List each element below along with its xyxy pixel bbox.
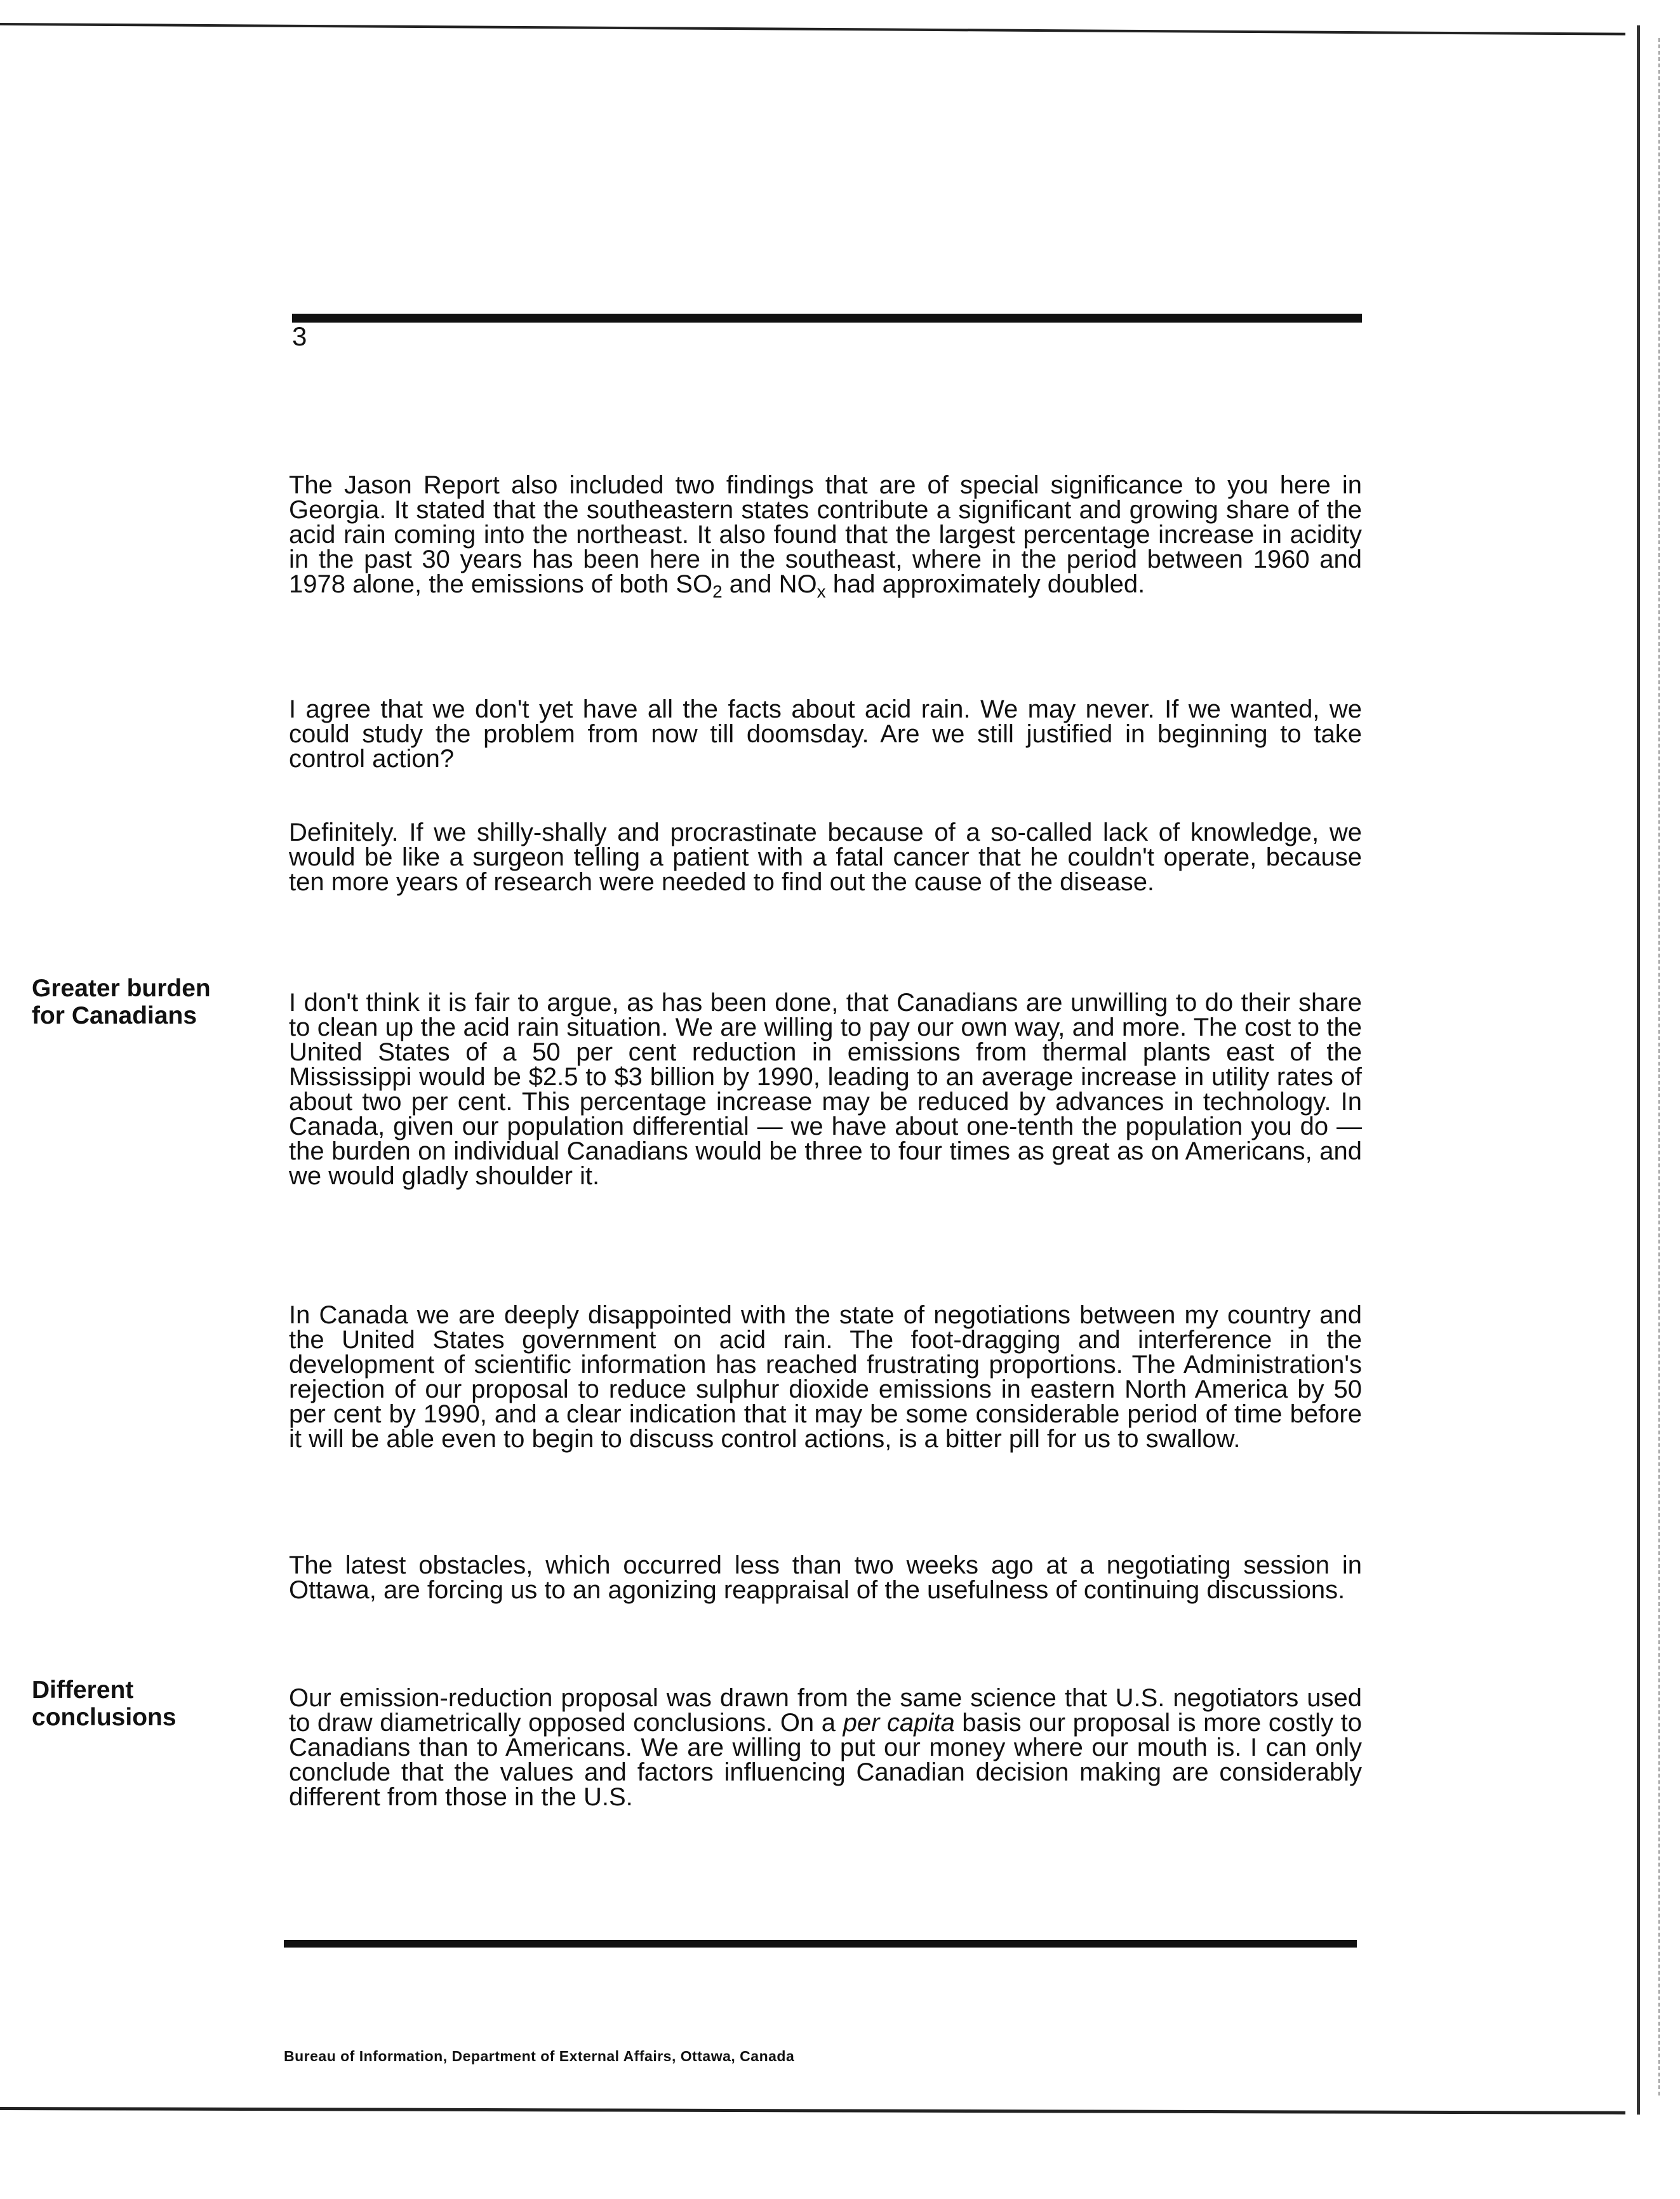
paragraph-text: Our emission-reduction proposal was drawn from the same science that U.S. negotiators used to draw diametrically opposed conclusions. On a [289,1684,1362,1737]
scan-edge-top [0,23,1625,36]
side-heading-line: conclusions [32,1704,177,1731]
side-heading-greater-burden [32,975,241,1029]
paragraph-negotiations: In Canada we are deeply disappointed with the state of negotiations between my country and the United States government on acid rain. The foot-dragging and interference in the development of scientific information has reached frustrating proportions. The Administration's rejection of our proposal to reduce sulphur dioxide emissions in eastern North America by 50 per cent by 1990, and a clear indication that it may be some considerable period of time before it will be able even to begin to discuss control actions, is a bitter pill for us to swallow. [289,1301,1362,1453]
paragraph-text: had approximately doubled. [825,570,1145,598]
side-heading-line: for Canadians [32,1002,197,1029]
paragraph-facts: I agree that we don't yet have all the facts about acid rain. We may never. If we wanted, we could study the problem from now till doomsday. Are we still justified in beginning to take control action? [289,695,1362,773]
page-number: 3 [292,321,307,351]
paragraph-jason-report [289,471,1362,601]
subscript: 2 [712,582,723,601]
paragraph-text: basis our proposal is more costly to Canadians than to Americans. We are willing to put our money where our mouth is. I can only conclude that the values and factors influencing Canadian decision making are considerably different from those in the U.S. [289,1709,1363,1811]
side-heading-line: Greater burden [32,975,211,1002]
scan-edge-right [1637,25,1640,2115]
subscript: x [817,582,826,601]
paragraph-burden: I don't think it is fair to argue, as has been done, that Canadians are unwilling to do their share to clean up the acid rain situation. We are willing to pay our own way, and more. The cost to the United States of a 50 per cent reduction in emissions from thermal plants east of the Mississippi would be $2.5 to $3 billion by 1990, leading to an average increase in utility rates of about two per cent. This percentage increase may be reduced by advances in technology. In Canada, given our population differential — we have about one-tenth the population you do — the burden on individual Canadians would be three to four times as great as on Americans, and we would gladly shoulder it. [289,989,1362,1190]
scan-edge-bottom [0,2107,1625,2115]
side-heading-line: Different [32,1676,134,1704]
side-heading-different-conclusions [32,1676,241,1731]
paragraph-obstacles: The latest obstacles, which occurred less than two weeks ago at a negotiating session in Ottawa, are forcing us to an agonizing reappraisal of the usefulness of continuing discussions. [289,1551,1362,1604]
italic-text: per capita [843,1709,955,1737]
scan-edge-right-shadow [1658,38,1660,2095]
header-rule [292,314,1362,323]
paragraph-definitely: Definitely. If we shilly-shally and procrastinate because of a so-called lack of knowledge, we would be like a surgeon telling a patient with a fatal cancer that he couldn't operate, because ten more years of research were needed to find out the cause of the disease. [289,819,1362,896]
footer-credit: Bureau of Information, Department of External Affairs, Ottawa, Canada [284,2048,795,2064]
footer-rule [284,1940,1357,1948]
paragraph-text: and NO [722,570,817,598]
paragraph-emission-proposal [289,1686,1362,1810]
paragraph-text: The Jason Report also included two findings that are of special significance to you here in Georgia. It stated that the southeastern states contribute a significant and growing share of the acid rain coming into the northeast. It also found that the largest percentage increase in acidity in the past 30 years has been here in the southeast, where in the period between 1960 and 1978 alone, the emissions of both SO [289,471,1362,598]
